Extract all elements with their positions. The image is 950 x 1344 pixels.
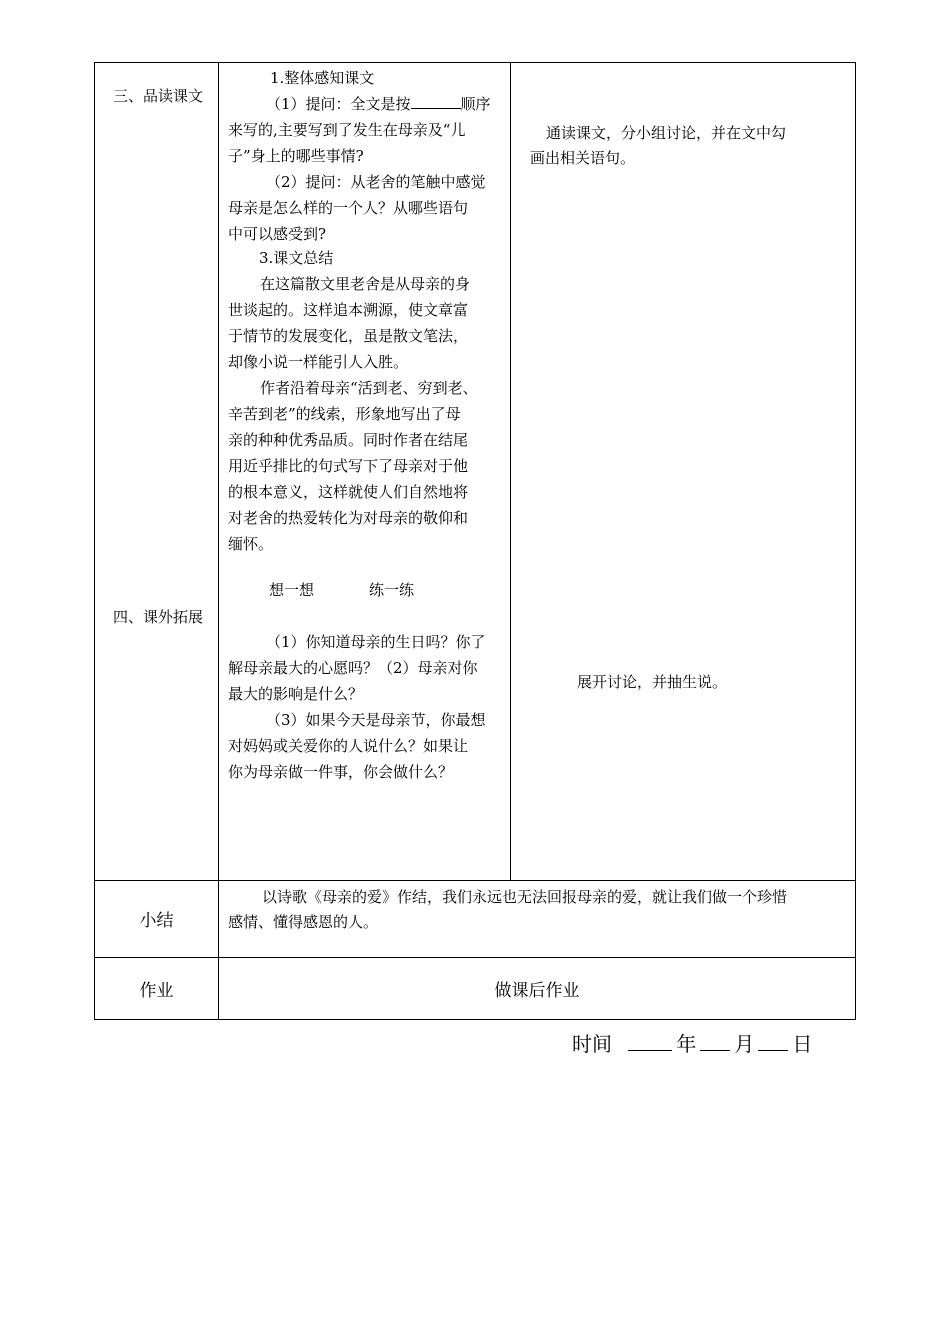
practice-label: 练一练 [369, 581, 415, 599]
extension-question-3-line: 你为母亲做一件事，你会做什么？ [228, 763, 454, 781]
question-2-line-1: （2）提问：从老舍的笔触中感觉 [266, 173, 486, 191]
think-label: 想一想 [269, 581, 315, 599]
summary-2-line: 辛苦到老”的线索，形象地写出了母 [228, 405, 461, 423]
item1-heading: 1.整体感知课文 [270, 69, 375, 87]
homework-row-content: 做课后作业 [494, 981, 580, 1001]
summary-2-line: 亲的种种优秀品质。同时作者在结尾 [228, 431, 469, 449]
column-divider-2 [510, 62, 511, 881]
summary-2-line: 对老舍的热爱转化为对母亲的敬仰和 [228, 509, 469, 527]
activity-1-line: 画出相关语句。 [530, 149, 636, 167]
year-label: 年 [676, 1032, 697, 1056]
summary-1-line: 于情节的发展变化，虽是散文笔法， [228, 327, 469, 345]
month-blank [700, 1030, 730, 1051]
summary-2-line: 的根本意义，这样就使人们自然地将 [228, 483, 469, 501]
section-reading-label: 三、品读课文 [113, 87, 204, 105]
activity-1-line: 通读课文，分小组讨论，并在文中勾 [546, 124, 787, 142]
summary-row-content-line-2: 感情、懂得感恩的人。 [228, 913, 379, 931]
time-label: 时间 [572, 1032, 612, 1056]
table-bottom-border [94, 1019, 856, 1020]
summary-1-line: 世谈起的。这样追本溯源，使文章富 [228, 301, 469, 319]
activity-2-line: 展开讨论，并抽生说。 [577, 673, 728, 691]
summary-1-line: 却像小说一样能引人入胜。 [228, 353, 409, 371]
question-2-line-2: 母亲是怎么样的一个人？从哪些语句 [228, 199, 469, 217]
extension-question-line: 解母亲最大的心愿吗？（2）母亲对你 [228, 659, 478, 677]
question-1-line-1: （1）提问：全文是按 顺序 [266, 92, 491, 116]
summary-2-line: 作者沿着母亲“活到老、穷到老、 [260, 379, 478, 397]
table-left-border [94, 62, 95, 1020]
section-extension-label: 四、课外拓展 [113, 608, 204, 626]
extension-question-line: （1）你知道母亲的生日吗？你了 [266, 633, 486, 651]
month-label: 月 [734, 1032, 755, 1056]
extension-question-3-line: （3）如果今天是母亲节，你最想 [266, 711, 486, 729]
question-1-line-2: 来写的,主要写到了发生在母亲及“儿 [228, 121, 466, 139]
column-divider-1 [218, 62, 219, 1020]
summary-1-line: 在这篇散文里老舍是从母亲的身 [260, 275, 471, 293]
table-top-border [94, 62, 856, 63]
day-blank [758, 1030, 788, 1051]
item3-heading: 3.课文总结 [259, 249, 334, 267]
summary-row-content-line-1: 以诗歌《母亲的爱》作结，我们永远也无法回报母亲的爱，就让我们做一个珍惜 [262, 888, 788, 906]
question-2-line-3: 中可以感受到? [228, 225, 327, 243]
summary-2-line: 缅怀。 [228, 535, 274, 553]
row-divider-homework [94, 957, 856, 958]
fill-in-blank [411, 92, 461, 109]
question-1-line-3: 子”身上的哪些事情? [228, 147, 364, 165]
table-right-border [855, 62, 856, 1020]
extension-question-3-line: 对妈妈或关爱你的人说什么？如果让 [228, 737, 469, 755]
homework-row-label: 作业 [139, 981, 174, 1001]
extension-question-line: 最大的影响是什么？ [228, 685, 364, 703]
year-blank [628, 1030, 672, 1051]
summary-row-label: 小结 [139, 911, 174, 931]
date-line [572, 1028, 812, 1057]
summary-2-line: 用近乎排比的句式写下了母亲对于他 [228, 457, 469, 475]
day-label: 日 [792, 1032, 813, 1056]
row-divider-summary [94, 880, 856, 881]
